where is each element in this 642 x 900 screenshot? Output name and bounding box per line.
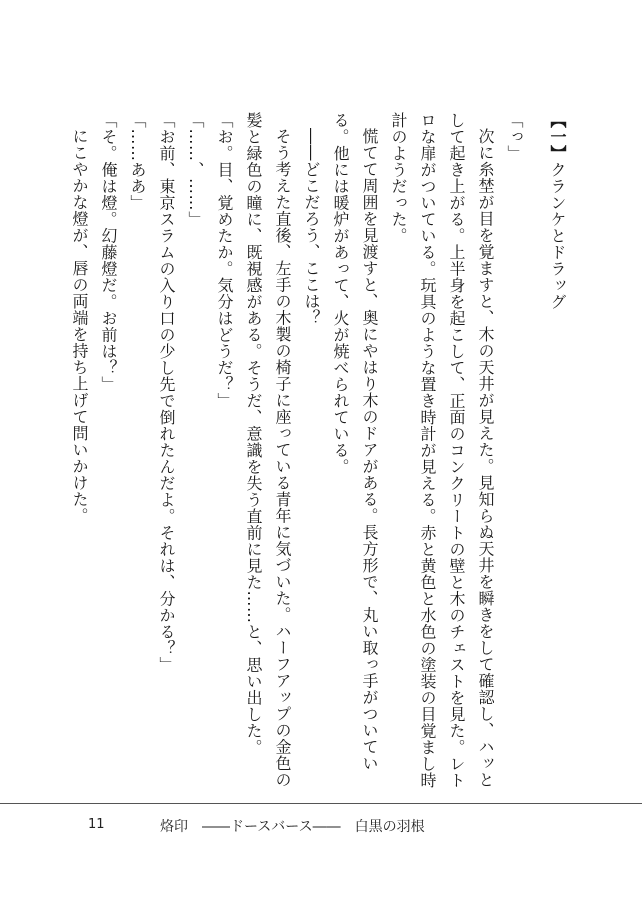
paragraph: そう考えた直後、左手の木製の椅子に座っている青年に気づいた。ハーフアップの金色の髪と緑色の瞳に、既視感がある。そうだ、意識を失う直前に見た……と、思い出した。 [244, 112, 292, 788]
paragraph: 次に糸埜が目を覚ますと、木の天井が見えた。見知らぬ天井を瞬きをして確認し、ハッとして起き上がる。上半身を起こして、正面のコンクリートの壁と木のチェストを見た。レトロな扉がついている。玩具のような置き時計が見える。赤と黄色と水色の塗装の目覚まし時計のようだった。 [389, 112, 495, 789]
vertical-text-body [52, 112, 572, 802]
paragraph: 「……、……」 [186, 112, 205, 228]
footer-divider [0, 803, 642, 804]
chapter-title: クランケとドラッグ [548, 161, 567, 310]
paragraph: 「お前、東京スラムの入り口の少し先で倒れたんだよ。それは、分かる？」 [157, 112, 176, 673]
paragraph: 「そ。俺は燈。幻藤燈だ。お前は？」 [99, 112, 118, 393]
paragraph: 「お。目、覚めたか。気分はどうだ？」 [215, 112, 234, 409]
page-number: 11 [88, 817, 105, 832]
chapter-number: 【一】 [548, 112, 567, 162]
paragraph: 慌てて周囲を見渡すと、奥にやはり木のドアがある。長方形で、丸い取っ手がついている。他には暖炉があって、火が焼べられている。 [331, 112, 379, 772]
running-title: 烙印 ――ドースバース―― 白黒の羽根 [160, 819, 425, 835]
paragraph: 「……ああ」 [128, 112, 147, 211]
paragraph: ――どこだろう、ここは？ [302, 128, 321, 326]
paragraph: 「っ」 [505, 112, 524, 162]
chapter-heading [543, 112, 572, 802]
paragraph: にこやかな燈が、唇の両端を持ち上げて問いかけた。 [70, 128, 89, 524]
